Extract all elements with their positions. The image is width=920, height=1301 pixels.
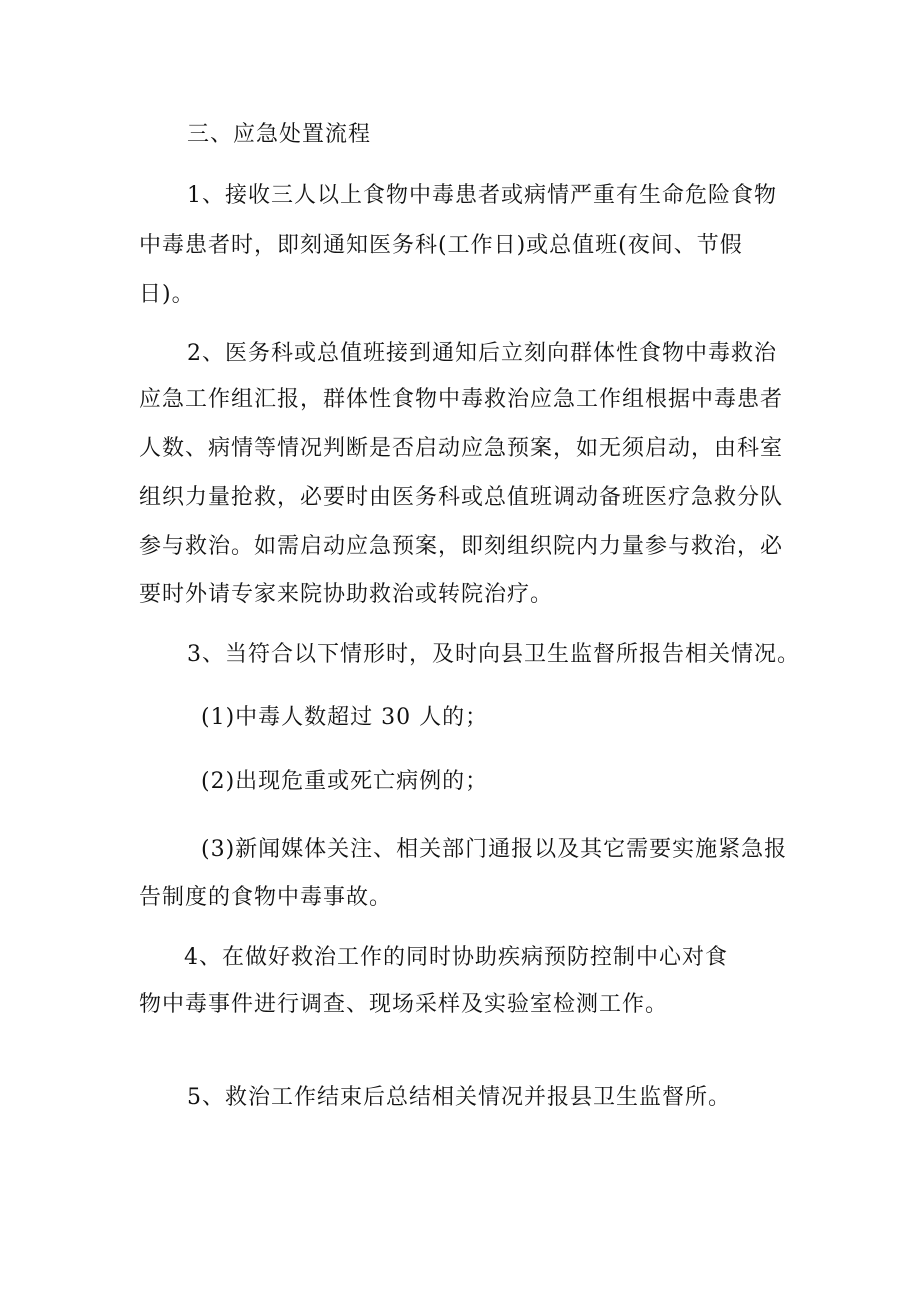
paragraph-2-line-5: 参与救治。如需启动应急预案，即刻组织院内力量参与救治，必 — [139, 534, 784, 559]
list-item-3-line-2: 告制度的食物中毒事故。 — [139, 885, 393, 910]
paragraph-2-line-4: 组织力量抢救，必要时由医务科或总值班调动备班医疗急救分队 — [139, 485, 784, 510]
paragraph-3-line-1: 3、当符合以下情形时，及时向县卫生监督所报告相关情况。 — [187, 642, 800, 667]
paragraph-4-line-2: 物中毒事件进行调查、现场采样及实验室检测工作。 — [139, 992, 669, 1017]
paragraph-5-line-1: 5、救治工作结束后总结相关情况并报县卫生监督所。 — [187, 1085, 731, 1110]
list-item-3-line-1: (3)新闻媒体关注、相关部门通报以及其它需要实施紧急报 — [201, 837, 788, 862]
paragraph-1-line-1: 1、接收三人以上食物中毒患者或病情严重有生命危险食物 — [187, 183, 777, 208]
paragraph-2-line-6: 要时外请专家来院协助救治或转院治疗。 — [139, 582, 554, 607]
paragraph-1-line-3: 日)。 — [139, 282, 195, 307]
list-item-1: (1)中毒人数超过 30 人的； — [201, 705, 489, 730]
list-item-2: (2)出现危重或死亡病例的； — [201, 769, 489, 794]
paragraph-2-line-1: 2、医务科或总值班接到通知后立刻向群体性食物中毒救治 — [187, 341, 777, 366]
paragraph-1-line-2: 中毒患者时，即刻通知医务科(工作日)或总值班(夜间、节假 — [139, 233, 743, 258]
paragraph-4-line-1: 4、在做好救治工作的同时协助疾病预防控制中心对食 — [184, 945, 728, 970]
paragraph-2-line-3: 人数、病情等情况判断是否启动应急预案，如无须启动，由科室 — [139, 436, 784, 461]
section-heading: 三、应急处置流程 — [187, 122, 372, 147]
paragraph-2-line-2: 应急工作组汇报，群体性食物中毒救治应急工作组根据中毒患者 — [139, 387, 784, 412]
